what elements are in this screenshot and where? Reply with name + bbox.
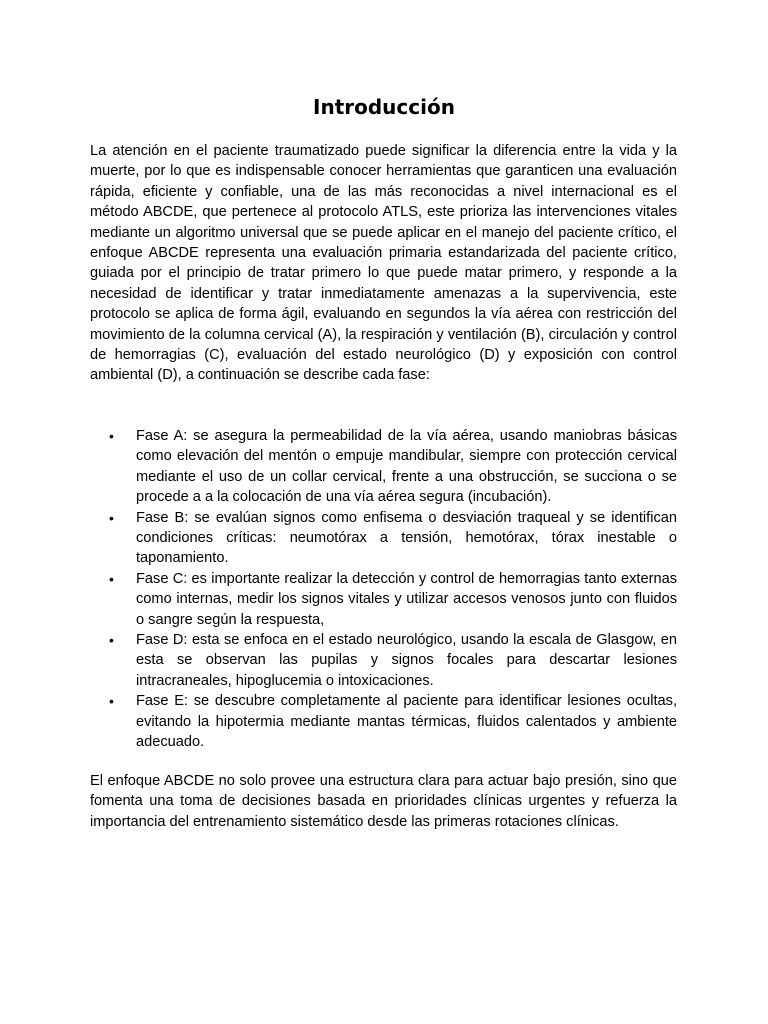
phase-list [90,426,677,753]
conclusion-paragraph: El enfoque ABCDE no solo provee una estructura clara para actuar bajo presión, sino que fomenta una toma de decisiones basada en prioridades clínicas urgentes y refuerza la importancia del entrenamiento sistemático desde las primeras rotaciones clínicas. [90,773,677,830]
bullet-icon: • [109,632,114,649]
list-item-phase-a [90,426,677,508]
list-item-text: Fase C: es importante realizar la detección y control de hemorragias tanto externas como internas, medir los signos vitales y utilizar accesos venosos junto con fluidos o sangre según la respuesta, [136,570,677,628]
list-item-text: Fase A: se asegura la permeabilidad de la vía aérea, usando maniobras básicas como elevación del mentón o empuje mandibular, siempre con protección cervical mediante el uso de un collar cervical, frente a una obstrucción, se succiona o se procede a a la colocación de una vía aérea segura (incubación). [136,428,677,506]
list-item-phase-c [90,569,677,630]
bullet-icon: • [109,509,114,526]
page-title: Introducción [313,95,455,119]
list-item-phase-b [90,508,677,569]
list-item-phase-e [90,691,677,752]
bullet-icon: • [109,428,114,444]
intro-paragraph: La atención en el paciente traumatizado puede significar la diferencia entre la vida y la muerte, por lo que es indispensable conocer herramientas que garanticen una evaluación rápida, eficiente y confiable, una de las más reconocidas a nivel internacional es el método ABCDE, que pertenece al protocolo ATLS, este prioriza las intervenciones vitales mediante un algoritmo universal que se puede aplicar en el manejo del paciente crítico, el enfoque ABCDE representa una evaluación primaria estandarizada del paciente crítico, guiada por el principio de tratar primero lo que puede matar primero, y responde a la necesidad de identificar y tratar inmediatamente amenazas a la supervivencia, este protocolo se aplica de forma ágil, evaluando en segundos la vía aérea con restricción del movimiento de la columna cervical (A), la respiración y ventilación (B), circulación y control de hemorragias (C), evaluación del estado neurológico (D) y exposición con control ambiental (D), a continuación se describe cada fase: [90,143,677,384]
list-item-text: Fase D: esta se enfoca en el estado neurológico, usando la escala de Glasgow, en esta se observan las pupilas y signos focales para descartar lesiones intracraneales, hipoglucemia o intoxicaciones. [136,632,677,689]
list-item-text: Fase E: se descubre completamente al paciente para identificar lesiones ocultas, evitando la hipotermia mediante mantas térmicas, fluidos calentados y ambiente adecuado. [136,693,677,751]
list-item-phase-d [90,630,677,691]
bullet-icon: • [109,693,114,710]
list-item-text: Fase B: se evalúan signos como enfisema o desviación traqueal y se identifican condiciones críticas: neumotórax a tensión, hemotórax, tórax inestable o taponamiento. [136,509,677,567]
bullet-icon: • [109,570,114,587]
